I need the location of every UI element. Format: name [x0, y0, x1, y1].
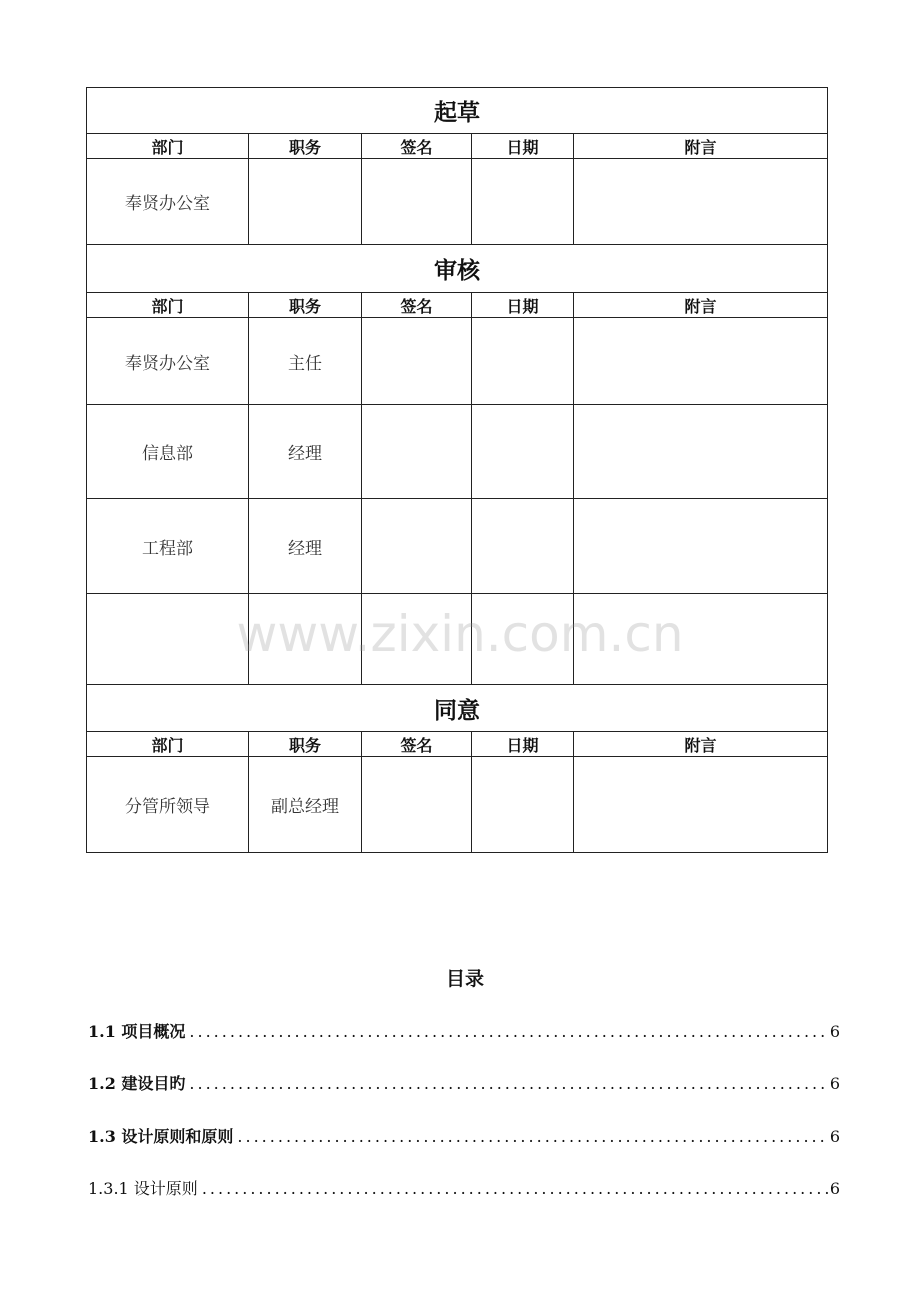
date-cell[interactable] [472, 499, 574, 594]
toc-entry-page: 6 [829, 1022, 840, 1041]
signature-cell[interactable] [362, 318, 472, 405]
position-cell [249, 159, 362, 245]
section-title-row [87, 685, 828, 732]
toc-entry-label: 1.1 项目概况 [88, 1022, 186, 1041]
toc-leader-dots [189, 1022, 827, 1041]
section-title-review: 审核 [87, 245, 828, 293]
table-row [87, 499, 828, 594]
toc-entry[interactable] [88, 1124, 840, 1148]
signature-cell[interactable] [362, 159, 472, 245]
position-cell: 经理 [249, 499, 362, 594]
column-header-position: 职务 [249, 134, 362, 159]
column-header-remarks: 附言 [574, 134, 828, 159]
date-cell[interactable] [472, 594, 574, 685]
table-row [87, 757, 828, 853]
position-cell [249, 594, 362, 685]
remarks-cell[interactable] [574, 318, 828, 405]
position-cell: 经理 [249, 405, 362, 499]
header-row [87, 293, 828, 318]
header-row [87, 732, 828, 757]
toc-entry-label: 1.2 建设目旳 [88, 1074, 186, 1093]
approval-form-table [86, 87, 828, 853]
column-header-position: 职务 [249, 732, 362, 757]
department-cell: 工程部 [87, 499, 249, 594]
column-header-remarks: 附言 [574, 293, 828, 318]
department-cell: 奉贤办公室 [87, 159, 249, 245]
date-cell[interactable] [472, 405, 574, 499]
department-cell: 信息部 [87, 405, 249, 499]
toc-entry-label: 1.3.1 设计原则 [88, 1179, 198, 1198]
date-cell[interactable] [472, 159, 574, 245]
remarks-cell[interactable] [574, 594, 828, 685]
column-header-department: 部门 [87, 293, 249, 318]
column-header-date: 日期 [472, 293, 574, 318]
section-title-draft: 起草 [87, 88, 828, 134]
toc-entry[interactable] [88, 1176, 840, 1200]
section-title-row [87, 88, 828, 134]
table-row [87, 159, 828, 245]
date-cell[interactable] [472, 757, 574, 853]
section-title-row [87, 245, 828, 293]
remarks-cell[interactable] [574, 499, 828, 594]
position-cell: 副总经理 [249, 757, 362, 853]
department-cell [87, 594, 249, 685]
toc-entry-page: 6 [829, 1074, 840, 1093]
signature-cell[interactable] [362, 757, 472, 853]
date-cell[interactable] [472, 318, 574, 405]
toc-entry-page: 6 [829, 1179, 840, 1198]
remarks-cell[interactable] [574, 405, 828, 499]
department-cell: 分管所领导 [87, 757, 249, 853]
remarks-cell[interactable] [574, 159, 828, 245]
column-header-department: 部门 [87, 732, 249, 757]
header-row [87, 134, 828, 159]
column-header-signature: 签名 [362, 293, 472, 318]
column-header-position: 职务 [249, 293, 362, 318]
toc-entry-label: 1.3 设计原则和原则 [88, 1127, 234, 1146]
table-row [87, 318, 828, 405]
remarks-cell[interactable] [574, 757, 828, 853]
toc-leader-dots [202, 1179, 828, 1198]
column-header-date: 日期 [472, 134, 574, 159]
column-header-signature: 签名 [362, 134, 472, 159]
table-row [87, 405, 828, 499]
signature-cell[interactable] [362, 405, 472, 499]
toc-leader-dots [189, 1074, 827, 1093]
column-header-department: 部门 [87, 134, 249, 159]
toc-title: 目录 [445, 968, 484, 990]
column-header-signature: 签名 [362, 732, 472, 757]
table-row [87, 594, 828, 685]
section-title-approve: 同意 [87, 685, 828, 732]
column-header-remarks: 附言 [574, 732, 828, 757]
signature-cell[interactable] [362, 594, 472, 685]
signature-cell[interactable] [362, 499, 472, 594]
position-cell: 主任 [249, 318, 362, 405]
toc-entry-page: 6 [829, 1127, 840, 1146]
column-header-date: 日期 [472, 732, 574, 757]
toc-entry[interactable] [88, 1071, 840, 1095]
watermark: www.zixin.com.cn [236, 605, 684, 663]
department-cell: 奉贤办公室 [87, 318, 249, 405]
toc-leader-dots [237, 1127, 827, 1146]
toc-entry[interactable] [88, 1019, 840, 1043]
